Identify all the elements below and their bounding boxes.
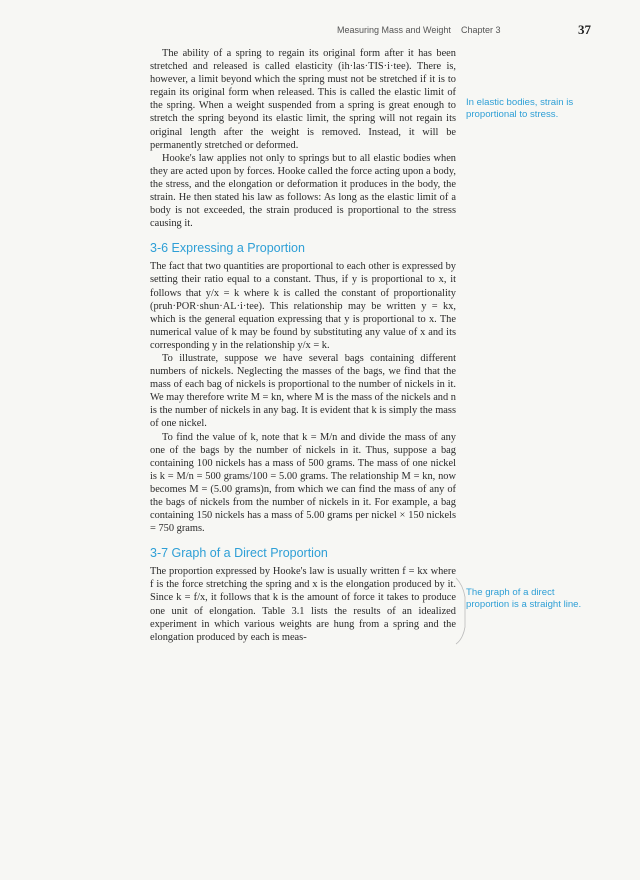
page-number: 37: [578, 22, 591, 37]
chapter-label: Chapter 3: [461, 25, 501, 35]
margin-note-direct-proportion: The graph of a direct proportion is a straight line.: [466, 587, 582, 610]
section-heading-graph-direct-proportion: 3-7 Graph of a Direct Proportion: [150, 546, 328, 561]
paragraph-hookes-law-formula: The proportion expressed by Hooke's law is usually written f = kx where f is the force stretching the spring and x is the elongation produced by it. Since k = f/x, it follows that k is the amount of force it takes to produce one unit of elongation. Table 3.1 lists the results of an idealized experiment in which various weights are hung from a spring and the elongation produced by each is meas-: [150, 566, 456, 643]
paragraph-hookes-law: Hooke's law applies not only to springs but to all elastic bodies when they are acted upon by forces. Hooke called the force acting upon a body, the stress, and the elongation or deformation it produces in the body, the strain. He then stated his law as follows: As long as the elastic limit of a body is not exceeded, the strain produced is proportional to the stress causing it.: [150, 152, 456, 230]
running-head: [0, 22, 640, 38]
section-heading-expressing-proportion: 3-6 Expressing a Proportion: [150, 241, 305, 256]
paragraph-find-k: To find the value of k, note that k = M/n and divide the mass of any one of the bags by the number of nickels in it. Thus, suppose a bag containing 100 nickels has a mass of 500 grams. The mass of one nickel is k = M/n = 500 grams/100 = 5.00 grams. The relationship M = kn, now becomes M = (5.00 grams)n, from which we can find the mass of any of the bags of nickels from the number of nickels in it. For example, a bag containing 150 nickels has a mass of 5.00 grams per nickel × 150 nickels = 750 grams.: [150, 431, 456, 535]
margin-note-elastic-bodies: In elastic bodies, strain is proportional to stress.: [466, 97, 574, 120]
paragraph-elasticity: The ability of a spring to regain its original form after it has been stretched and released is called elasticity (ih·las·TIS·i·tee). There is, however, a limit beyond which the spring must not be stretched if it is to regain its original form when released. This is called the elastic limit of the spring. When a weight suspended from a spring is great enough to stretch the spring beyond its elastic limit, the spring will not regain its original length after the weight is removed. Instead, it will be permanently stretched or deformed.: [150, 48, 456, 151]
running-title: Measuring Mass and Weight: [337, 25, 451, 35]
paragraph-nickels-example: To illustrate, suppose we have several bags containing different numbers of nickels. Neglecting the masses of the bags, we find that the mass of each bag of nickels is proportional to the number of nickels in it. We may therefore write M = kn, where M is the mass of the nickels and n is the number of nickels in any bag. It is evident that k is simply the mass of one nickel.: [150, 352, 456, 430]
main-text-column: [150, 47, 456, 644]
paragraph-proportion-definition: The fact that two quantities are proportional to each other is expressed by setting their ratio equal to a constant. Thus, if y is proportional to x, it follows that y/x = k where k is called the constant of proportionality (pruh·POR·shun·AL·i·tee). This relationship may be written y = kx, which is the general equation expressing that y is proportional to x. The numerical value of k may be found by substituting any value of x and its corresponding y in the relationship y/x = k.: [150, 261, 456, 351]
